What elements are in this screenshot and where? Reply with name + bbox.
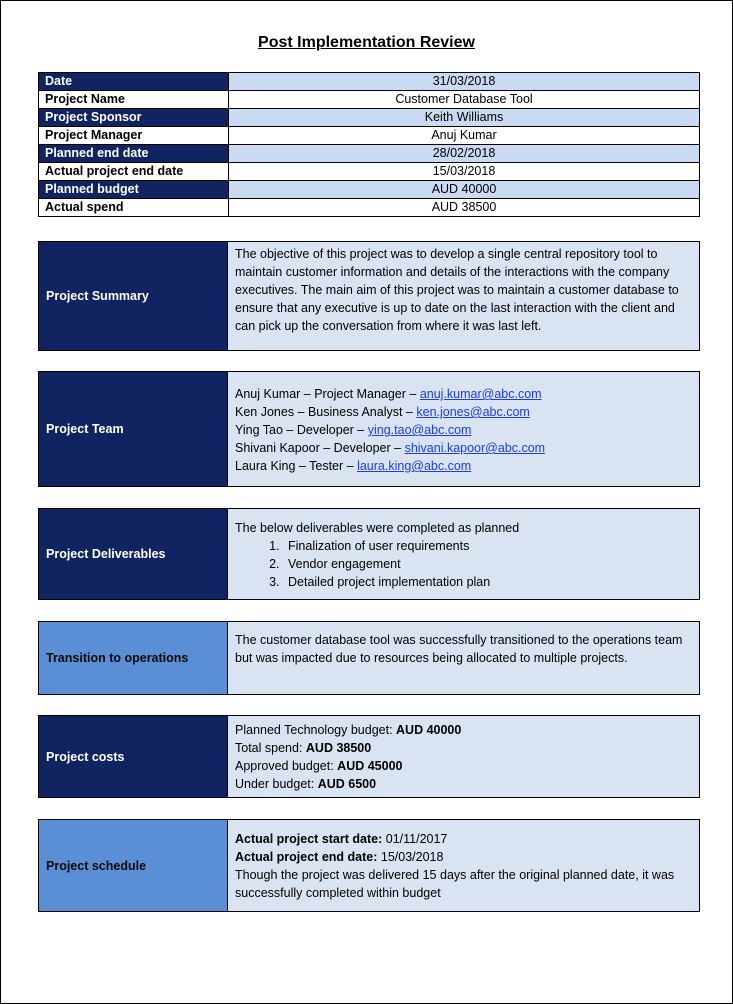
cost-value: AUD 38500 — [305, 741, 372, 755]
project-team-label: Project Team — [39, 372, 228, 486]
info-value: Anuj Kumar — [229, 127, 700, 145]
project-team-section — [38, 371, 700, 487]
team-member-role: Shivani Kapoor – Developer – — [235, 441, 405, 455]
deliverables-intro: The below deliverables were completed as planned — [235, 521, 520, 535]
info-value: 31/03/2018 — [229, 73, 700, 91]
table-row — [39, 127, 700, 145]
schedule-note: Though the project was delivered 15 days after the original planned date, it was successfully completed within budget — [235, 868, 675, 900]
transition-body — [228, 622, 699, 694]
cost-label: Under budget: — [235, 777, 318, 791]
team-member — [235, 439, 691, 457]
team-member — [235, 457, 691, 475]
table-row — [39, 91, 700, 109]
info-label: Date — [39, 73, 229, 91]
info-value: AUD 38500 — [229, 199, 700, 217]
cost-label: Planned Technology budget: — [235, 723, 397, 737]
list-item: 1. Finalization of user requirements — [283, 537, 691, 555]
schedule-start-value: 01/11/2017 — [382, 832, 448, 846]
info-label: Project Name — [39, 91, 229, 109]
project-info-table — [38, 72, 700, 217]
deliverables-list — [235, 537, 691, 591]
team-member-role: Ken Jones – Business Analyst – — [235, 405, 417, 419]
transition-label: Transition to operations — [39, 622, 228, 694]
list-item: 3. Detailed project implementation plan — [283, 573, 691, 591]
team-member-role: Anuj Kumar – Project Manager – — [235, 387, 420, 401]
cost-label: Approved budget: — [235, 759, 338, 773]
project-deliverables-section — [38, 508, 700, 600]
info-value: Keith Williams — [229, 109, 700, 127]
info-value: 15/03/2018 — [229, 163, 700, 181]
project-costs-label: Project costs — [39, 716, 228, 797]
project-schedule-section — [38, 819, 700, 912]
info-value: AUD 40000 — [229, 181, 700, 199]
team-member-role: Ying Tao – Developer – — [235, 423, 368, 437]
table-row — [39, 199, 700, 217]
project-deliverables-body — [228, 509, 699, 599]
email-link[interactable]: ken.jones@abc.com — [416, 405, 530, 419]
schedule-end-label: Actual project end date: — [235, 850, 378, 864]
table-row — [39, 109, 700, 127]
info-label: Actual project end date — [39, 163, 229, 181]
info-value: 28/02/2018 — [229, 145, 700, 163]
schedule-start-label: Actual project start date: — [235, 832, 383, 846]
document-title: Post Implementation Review — [258, 34, 475, 51]
schedule-start — [235, 830, 691, 848]
project-schedule-body — [228, 820, 699, 911]
project-schedule-label: Project schedule — [39, 820, 228, 911]
project-costs-body — [228, 716, 699, 797]
project-team-list — [228, 372, 699, 486]
project-deliverables-label: Project Deliverables — [39, 509, 228, 599]
schedule-end — [235, 848, 691, 866]
cost-line — [235, 721, 691, 739]
table-row — [39, 181, 700, 199]
info-label: Project Manager — [39, 127, 229, 145]
team-member-role: Laura King – Tester – — [235, 459, 358, 473]
summary-text: The objective of this project was to develop a single central repository tool to maintain customer information and details of the interactions with the company executives. The main aim of this project was to maintain a customer database to ensure that any executive is up to date on the last interaction with the client and can pick up the conversation from where it was last left. — [235, 247, 679, 333]
cost-line — [235, 775, 691, 793]
cost-value: AUD 45000 — [337, 759, 403, 773]
schedule-end-value: 15/03/2018 — [377, 850, 444, 864]
table-row — [39, 163, 700, 181]
transition-text: The customer database tool was successfully transitioned to the operations team but was impacted due to resources being allocated to multiple projects. — [235, 633, 683, 665]
project-summary-section — [38, 241, 700, 351]
table-row — [39, 73, 700, 91]
table-row — [39, 145, 700, 163]
project-costs-section — [38, 715, 700, 798]
cost-line — [235, 739, 691, 757]
email-link[interactable]: ying.tao@abc.com — [367, 423, 472, 437]
info-label: Project Sponsor — [39, 109, 229, 127]
project-summary-label: Project Summary — [39, 242, 228, 350]
team-member — [235, 421, 691, 439]
cost-value: AUD 40000 — [396, 723, 462, 737]
team-member — [235, 403, 691, 421]
info-value: Customer Database Tool — [229, 91, 700, 109]
info-label: Actual spend — [39, 199, 229, 217]
email-link[interactable]: shivani.kapoor@abc.com — [404, 441, 546, 455]
transition-section — [38, 621, 700, 695]
email-link[interactable]: laura.king@abc.com — [357, 459, 472, 473]
email-link[interactable]: anuj.kumar@abc.com — [419, 387, 542, 401]
info-label: Planned end date — [39, 145, 229, 163]
cost-line — [235, 757, 691, 775]
cost-value: AUD 6500 — [317, 777, 377, 791]
project-summary-text — [228, 242, 699, 350]
info-label: Planned budget — [39, 181, 229, 199]
list-item: 2. Vendor engagement — [283, 555, 691, 573]
cost-label: Total spend: — [235, 741, 306, 755]
team-member — [235, 385, 691, 403]
